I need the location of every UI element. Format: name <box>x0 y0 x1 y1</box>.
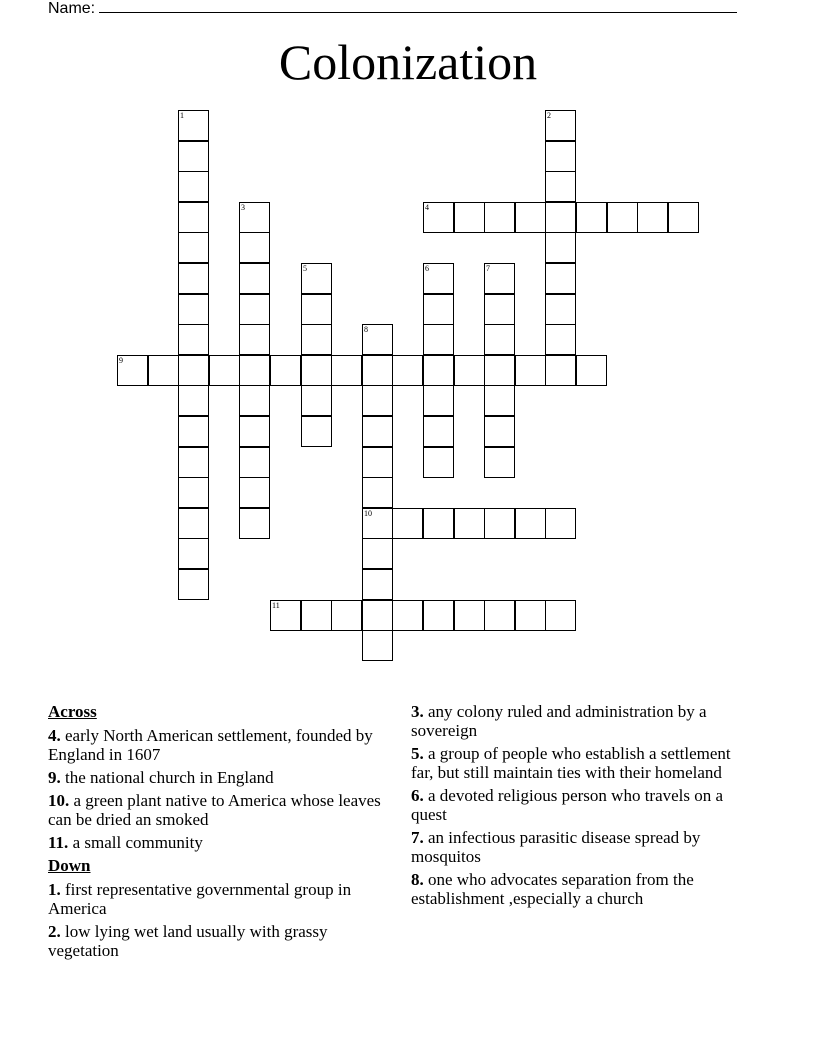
crossword-cell[interactable] <box>484 447 515 478</box>
crossword-cell[interactable] <box>178 294 209 325</box>
clue-number-label: 8 <box>364 325 368 334</box>
crossword-cell[interactable] <box>239 477 270 508</box>
clue-across-9 <box>48 768 388 787</box>
clue-down-8 <box>411 870 751 908</box>
clue-number-label: 7 <box>486 264 490 273</box>
crossword-cell[interactable] <box>484 294 515 325</box>
crossword-cell[interactable] <box>301 263 332 294</box>
crossword-cell[interactable] <box>239 294 270 325</box>
crossword-cell[interactable] <box>484 600 515 631</box>
crossword-cell[interactable] <box>209 355 240 386</box>
crossword-cell[interactable] <box>270 600 301 631</box>
crossword-cell[interactable] <box>545 355 576 386</box>
clue-number-label: 11 <box>272 601 280 610</box>
clue-number: 6. <box>411 786 424 805</box>
crossword-cell[interactable] <box>178 385 209 416</box>
crossword-cell[interactable] <box>423 385 454 416</box>
crossword-cell[interactable] <box>362 569 393 600</box>
crossword-cell[interactable] <box>301 294 332 325</box>
clue-number-label: 9 <box>119 356 123 365</box>
clue-text: an infectious parasitic disease spread by mosquitos <box>411 828 701 866</box>
crossword-cell[interactable] <box>239 324 270 355</box>
clue-text: early North American settlement, founded by England in 1607 <box>48 726 373 764</box>
crossword-cell[interactable] <box>515 355 546 386</box>
crossword-cell[interactable] <box>148 355 179 386</box>
crossword-cell[interactable] <box>270 355 301 386</box>
clue-text: any colony ruled and administration by a sovereign <box>411 702 707 740</box>
crossword-cell[interactable] <box>239 508 270 539</box>
crossword-cell[interactable] <box>362 508 393 539</box>
clue-text: first representative governmental group in America <box>48 880 352 918</box>
across-heading: Across <box>48 702 97 721</box>
clue-number: 9. <box>48 768 61 787</box>
clue-number: 8. <box>411 870 424 889</box>
clue-down-6 <box>411 786 751 824</box>
clue-down-2 <box>48 922 388 960</box>
crossword-cell[interactable] <box>423 294 454 325</box>
clue-number: 10. <box>48 791 70 810</box>
crossword-cell[interactable] <box>576 202 607 233</box>
crossword-cell[interactable] <box>637 202 668 233</box>
crossword-cell[interactable] <box>362 477 393 508</box>
crossword-cell[interactable] <box>239 202 270 233</box>
crossword-cell[interactable] <box>178 508 209 539</box>
crossword-cell[interactable] <box>545 294 576 325</box>
clue-across-10 <box>48 791 388 829</box>
crossword-cell[interactable] <box>576 355 607 386</box>
clue-number-label: 10 <box>364 509 372 518</box>
crossword-cell[interactable] <box>484 324 515 355</box>
crossword-cell[interactable] <box>484 355 515 386</box>
crossword-cell[interactable] <box>515 508 546 539</box>
clue-number-label: 3 <box>241 203 245 212</box>
crossword-cell[interactable] <box>454 508 485 539</box>
clue-number-label: 4 <box>425 203 429 212</box>
crossword-cell[interactable] <box>362 538 393 569</box>
clue-number-label: 2 <box>547 111 551 120</box>
clue-text: a small community <box>72 833 203 852</box>
crossword-cell[interactable] <box>668 202 699 233</box>
crossword-cell[interactable] <box>362 447 393 478</box>
crossword-cell[interactable] <box>392 355 423 386</box>
crossword-cell[interactable] <box>178 355 209 386</box>
crossword-cell[interactable] <box>545 508 576 539</box>
crossword-cell[interactable] <box>362 355 393 386</box>
crossword-cell[interactable] <box>362 600 393 631</box>
crossword-cell[interactable] <box>423 600 454 631</box>
crossword-cell[interactable] <box>301 385 332 416</box>
page-title: Colonization <box>278 34 538 90</box>
crossword-cell[interactable] <box>545 324 576 355</box>
crossword-cell[interactable] <box>423 324 454 355</box>
crossword-cell[interactable] <box>178 202 209 233</box>
clue-across-4 <box>48 726 388 764</box>
crossword-cell[interactable] <box>545 110 576 141</box>
crossword-cell[interactable] <box>423 202 454 233</box>
crossword-cell[interactable] <box>239 416 270 447</box>
crossword-cell[interactable] <box>301 324 332 355</box>
crossword-cell[interactable] <box>239 385 270 416</box>
crossword-cell[interactable] <box>484 416 515 447</box>
clue-text: a green plant native to America whose leaves can be dried an smoked <box>48 791 381 829</box>
crossword-cell[interactable] <box>178 477 209 508</box>
clue-text: the national church in England <box>65 768 274 787</box>
crossword-cell[interactable] <box>454 355 485 386</box>
crossword-cell[interactable] <box>178 110 209 141</box>
crossword-cell[interactable] <box>545 202 576 233</box>
crossword-cell[interactable] <box>392 600 423 631</box>
crossword-cell[interactable] <box>423 447 454 478</box>
crossword-cell[interactable] <box>178 538 209 569</box>
name-label: Name: <box>48 0 96 17</box>
crossword-cell[interactable] <box>484 202 515 233</box>
clues-left-column <box>48 702 388 964</box>
crossword-cell[interactable] <box>178 416 209 447</box>
crossword-cell[interactable] <box>239 263 270 294</box>
crossword-cell[interactable] <box>392 508 423 539</box>
clue-number: 1. <box>48 880 61 899</box>
crossword-cell[interactable] <box>423 416 454 447</box>
crossword-cell[interactable] <box>331 355 362 386</box>
crossword-cell[interactable] <box>423 508 454 539</box>
crossword-cell[interactable] <box>545 171 576 202</box>
clue-down-5 <box>411 744 751 782</box>
clue-number: 4. <box>48 726 61 745</box>
crossword-cell[interactable] <box>484 263 515 294</box>
clue-number: 2. <box>48 922 61 941</box>
crossword-cell[interactable] <box>178 263 209 294</box>
crossword-cell[interactable] <box>362 630 393 661</box>
crossword-cell[interactable] <box>117 355 148 386</box>
crossword-cell[interactable] <box>545 263 576 294</box>
clue-text: a group of people who establish a settlement far, but still maintain ties with their homeland <box>411 744 731 782</box>
clue-number: 3. <box>411 702 424 721</box>
crossword-cell[interactable] <box>545 232 576 263</box>
crossword-cell[interactable] <box>301 355 332 386</box>
crossword-cell[interactable] <box>178 171 209 202</box>
clue-across-11 <box>48 833 388 852</box>
clue-number: 5. <box>411 744 424 763</box>
clue-number-label: 1 <box>180 111 184 120</box>
clue-number: 7. <box>411 828 424 847</box>
clue-down-3 <box>411 702 751 740</box>
crossword-cell[interactable] <box>454 600 485 631</box>
crossword-cell[interactable] <box>331 600 362 631</box>
crossword-cell[interactable] <box>423 263 454 294</box>
crossword-cell[interactable] <box>301 600 332 631</box>
crossword-cell[interactable] <box>423 355 454 386</box>
down-heading: Down <box>48 856 91 875</box>
crossword-cell[interactable] <box>362 416 393 447</box>
crossword-cell[interactable] <box>362 324 393 355</box>
crossword-cell[interactable] <box>178 232 209 263</box>
crossword-cell[interactable] <box>178 447 209 478</box>
crossword-cell[interactable] <box>362 385 393 416</box>
clue-number-label: 5 <box>303 264 307 273</box>
crossword-cell[interactable] <box>239 447 270 478</box>
crossword-cell[interactable] <box>607 202 638 233</box>
clue-down-1 <box>48 880 388 918</box>
crossword-cell[interactable] <box>239 232 270 263</box>
crossword-cell[interactable] <box>484 385 515 416</box>
clue-text: low lying wet land usually with grassy vegetation <box>48 922 328 960</box>
crossword-cell[interactable] <box>515 600 546 631</box>
crossword-cell[interactable] <box>178 324 209 355</box>
crossword-cell[interactable] <box>239 355 270 386</box>
clue-text: one who advocates separation from the establishment ,especially a church <box>411 870 694 908</box>
clue-down-7 <box>411 828 751 866</box>
crossword-cell[interactable] <box>301 416 332 447</box>
clue-text: a devoted religious person who travels on a quest <box>411 786 724 824</box>
crossword-cell[interactable] <box>178 141 209 172</box>
clue-number-label: 6 <box>425 264 429 273</box>
crossword-cell[interactable] <box>484 508 515 539</box>
crossword-cell[interactable] <box>545 141 576 172</box>
crossword-cell[interactable] <box>515 202 546 233</box>
crossword-cell[interactable] <box>454 202 485 233</box>
clues-right-column <box>411 702 751 912</box>
crossword-cell[interactable] <box>545 600 576 631</box>
crossword-cell[interactable] <box>178 569 209 600</box>
clue-number: 11. <box>48 833 69 852</box>
